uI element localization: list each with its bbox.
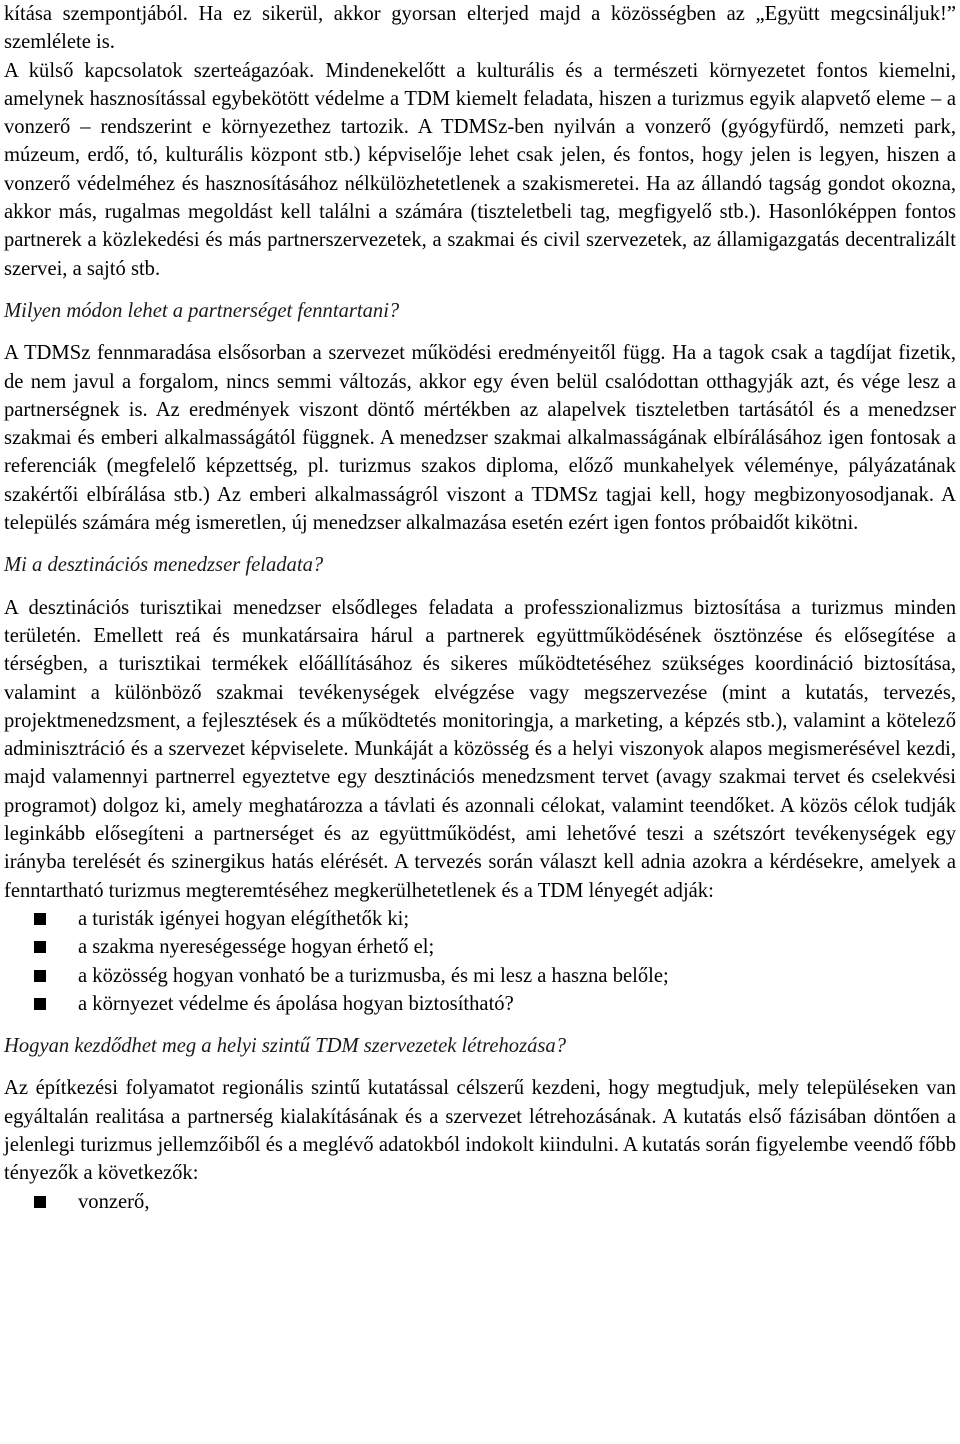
list-item [4,905,956,933]
paragraph-research-process: Az építkezési folyamatot regionális szintű kutatással célszerű kezdeni, hogy megtudjuk, mely településeken van egyáltalán realitása a partnerség kialakításának és a szervezet létrehozásának. A kutatás első fázisában döntően a jelenlegi turizmus jellemzőiből és a meglévő adatokból indokolt kiindulni. A kutatás során figyelembe veendő főbb tényezők a következők: [4,1077,956,1185]
question-maintaining-partnership: Milyen módon lehet a partnerséget fenntartani? [4,299,400,322]
list-item-text: a közösség hogyan vonható be a turizmusba, és mi lesz a haszna belőle; [78,964,669,987]
list-item-text: vonzerő, [78,1190,150,1213]
square-bullet-icon [34,970,46,982]
list-item [4,933,956,961]
document-page [4,0,956,1216]
paragraph-tdmsz-survival: A TDMSz fennmaradása elsősorban a szervezet működési eredményeitől függ. Ha a tagok csak a tagdíjat fizetik, de nem javul a forgalom, nincs semmi változás, akkor egy éven belül csalódottan otthagyják azt, és vége lesz a partnerségnek is. Az eredmények viszont döntő mértékben az alapelvek tiszteletben tartásától és a menedzser szakmai és emberi alkalmasságától függnek. A menedzser szakmai alkalmasságának elbírálásához igen fontosak a referenciák (megfelelő képzettség, pl. turizmus szakos diploma, előző munkahelyek véleménye, pályázatának szakértői elbírálása stb.) Az emberi alkalmasságról viszont a TDMSz tagjai kell, hogy megbizonyosodjanak. A település számára még ismeretlen, új menedzser alkalmazása esetén ezért igen fontos próbaidőt kikötni. [4,342,956,535]
bullet-list-planning-questions [4,905,956,1018]
list-item [4,1188,956,1216]
question-manager-task: Mi a desztinációs menedzser feladata? [4,554,324,577]
list-item [4,990,956,1018]
paragraph-intro-continuation: kítása szempontjából. Ha ez sikerül, akkor gyorsan elterjed majd a közösségben az „Együtt megcsináljuk!” szemlélete is. [4,3,956,54]
list-item [4,962,956,990]
square-bullet-icon [34,913,46,925]
square-bullet-icon [34,998,46,1010]
square-bullet-icon [34,1196,46,1208]
paragraph-manager-duties: A desztinációs turisztikai menedzser elsődleges feladata a professzionalizmus biztosítása a turizmus minden területén. Emellett reá és munkatársaira hárul a partnerek együttműködésének ösztönzése és elősegítése a térségben, a turisztikai termékek előállításához és sikeres működtetéséhez szükséges koordináció biztosítása, valamint a különböző szakmai tevékenységek elvégzése vagy megszervezése (mint a kutatás, tervezés, projektmenedzsment, a fejlesztések és a működtetés monitoringja, a marketing, a képzés stb.), valamint a kötelező adminisztráció és a szervezet képviselete. Munkáját a közösség és a helyi viszonyok alapos megismerésével kezdi, majd valamennyi partnerrel egyeztetve egy desztinációs menedzsment tervet (avagy szakmai tervet és cselekvési programot) dolgoz ki, amely meghatározza a távlati és azonnali célokat, valamint teendőket. A közös célok tudják leginkább elősegíteni a partnerséget és az együttműködést, ami lehetővé teszi a szétszórt tevékenységek egy irányba terelését és szinergikus hatás elérését. A tervezés során választ kell adnia azokra a kérdésekre, amelyek a fenntartható turizmus megteremtéséhez megkerülhetetlenek és a TDM lényegét adják: [4,596,956,902]
question-local-tdm-creation: Hogyan kezdődhet meg a helyi szintű TDM szervezetek létrehozása? [4,1035,567,1058]
paragraph-external-relations: A külső kapcsolatok szerteágazóak. Mindenekelőtt a kulturális és a természeti környezetet fontos kiemelni, amelynek hasznosítással egybekötött védelme a TDM kiemelt feladata, hiszen a turizmus egyik alapvető eleme – a vonzerő – rendszerint e környezethez tartozik. A TDMSz-ben nyilván a vonzerő (gyógyfürdő, nemzeti park, múzeum, erdő, tó, kulturális központ stb.) képviselője lehet csak jelen, és fontos, hogy jelen is legyen, hiszen a vonzerő védelméhez és hasznosításához nélkülözhetetlenek a szakismeretei. Ha az állandó tagság gondot okozna, akkor más, rugalmas megoldást kell találni a számára (tiszteletbeli tag, megfigyelő stb.). Hasonlóképpen fontos partnerek a közlekedési és más partnerszervezetek, a szakmai és civil szervezetek, az államigazgatás decentralizált szervei, a sajtó stb. [4,59,956,280]
list-item-text: a turisták igényei hogyan elégíthetők ki; [78,907,410,930]
list-item-text: a környezet védelme és ápolása hogyan biztosítható? [78,992,514,1015]
bullet-list-research-factors [4,1188,956,1216]
square-bullet-icon [34,941,46,953]
list-item-text: a szakma nyereségessége hogyan érhető el; [78,936,435,959]
